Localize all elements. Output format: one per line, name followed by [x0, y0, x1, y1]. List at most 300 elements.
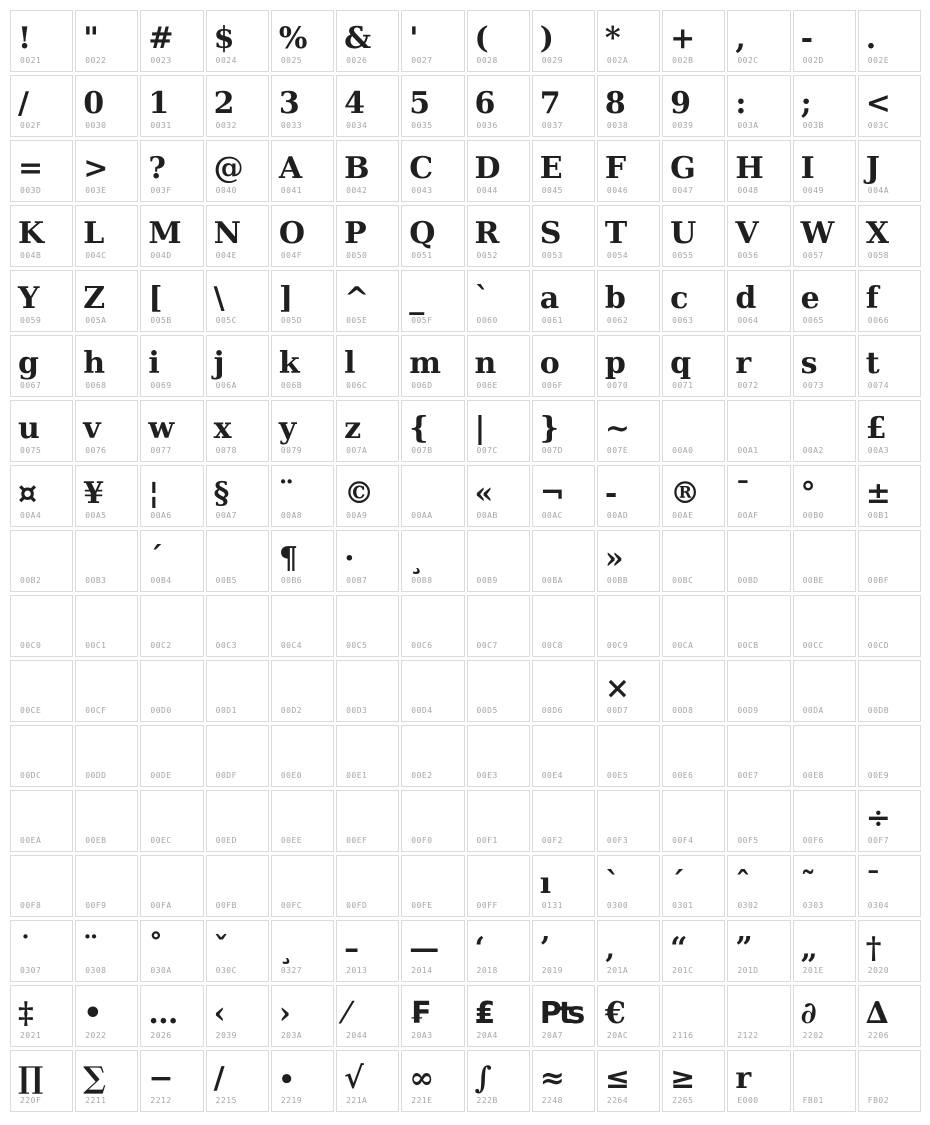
glyph-cell	[206, 790, 269, 852]
glyph-code-label: 007E	[606, 446, 629, 455]
glyph-cell	[727, 270, 790, 332]
glyph-char: ˚	[148, 931, 164, 966]
glyph-code-label: 00B2	[20, 576, 42, 585]
glyph-cell	[271, 985, 334, 1047]
glyph-cell	[10, 920, 73, 982]
glyph-code-label: 00A1	[737, 446, 759, 455]
glyph-char: n	[474, 346, 497, 381]
glyph-cell	[467, 10, 530, 72]
glyph-code-label: 0053	[541, 251, 563, 260]
glyph-cell	[467, 205, 530, 267]
glyph-cell	[206, 920, 269, 982]
glyph-char: #	[148, 21, 174, 56]
glyph-cell	[140, 855, 203, 917]
glyph-code-label: 00B8	[411, 576, 433, 585]
glyph-code-label: 00B1	[867, 511, 890, 520]
glyph-cell	[271, 855, 334, 917]
glyph-char: [	[148, 281, 163, 316]
glyph-cell	[140, 530, 203, 592]
glyph-code-label: 00CB	[737, 641, 759, 650]
glyph-code-label: 00D0	[150, 706, 172, 715]
glyph-code-label: 005D	[280, 316, 303, 325]
glyph-char: s	[800, 346, 818, 381]
glyph-char: ©	[344, 476, 375, 511]
glyph-code-label: 2264	[606, 1096, 629, 1105]
glyph-code-label: 00F4	[672, 836, 694, 845]
glyph-cell	[793, 855, 856, 917]
glyph-cell	[532, 270, 595, 332]
glyph-cell	[793, 270, 856, 332]
glyph-char: ¬	[539, 476, 565, 511]
glyph-code-label: 0045	[541, 186, 563, 195]
glyph-cell	[401, 140, 464, 202]
glyph-cell	[140, 985, 203, 1047]
glyph-char: ^	[344, 281, 370, 316]
glyph-cell	[140, 1050, 203, 1112]
glyph-code-label: 00E8	[802, 771, 824, 780]
glyph-cell	[532, 140, 595, 202]
glyph-char: E	[539, 151, 563, 186]
glyph-code-label: 0060	[476, 316, 498, 325]
glyph-code-label: 00E3	[476, 771, 498, 780]
glyph-cell	[140, 465, 203, 527]
glyph-code-label: 00C7	[476, 641, 498, 650]
glyph-char: ₧	[539, 996, 586, 1031]
glyph-char: /	[18, 86, 29, 121]
glyph-cell	[793, 205, 856, 267]
glyph-code-label: 0042	[346, 186, 368, 195]
glyph-cell	[140, 140, 203, 202]
glyph-code-label: 0069	[150, 381, 172, 390]
glyph-char: ∕	[213, 1061, 225, 1096]
glyph-char: ₤	[474, 996, 496, 1031]
glyph-char: .	[865, 21, 877, 56]
glyph-char: ≈	[539, 1061, 565, 1096]
glyph-char: <	[865, 86, 891, 121]
glyph-cell	[467, 530, 530, 592]
glyph-cell	[467, 140, 530, 202]
glyph-char: Z	[83, 281, 106, 316]
glyph-code-label: 00AD	[606, 511, 629, 520]
glyph-cell	[727, 10, 790, 72]
glyph-char: |	[474, 411, 486, 446]
glyph-cell	[662, 855, 725, 917]
glyph-cell	[532, 465, 595, 527]
glyph-code-label: 00DC	[20, 771, 42, 780]
glyph-cell	[467, 270, 530, 332]
glyph-code-label: 00EC	[150, 836, 172, 845]
glyph-cell	[336, 920, 399, 982]
glyph-code-label: 0303	[802, 901, 824, 910]
glyph-code-label: 00F5	[737, 836, 759, 845]
glyph-char: ®	[670, 476, 701, 511]
glyph-cell	[271, 465, 334, 527]
glyph-code-label: 0034	[346, 121, 368, 130]
glyph-char: ¸	[278, 931, 294, 966]
glyph-cell	[597, 335, 660, 397]
glyph-cell	[140, 400, 203, 462]
glyph-char: I	[800, 151, 815, 186]
glyph-code-label: 005C	[215, 316, 237, 325]
glyph-code-label: 0302	[737, 901, 759, 910]
glyph-code-label: 0038	[606, 121, 629, 130]
glyph-char: (	[474, 21, 489, 56]
glyph-code-label: 221A	[346, 1096, 368, 1105]
glyph-char: a	[539, 281, 560, 316]
glyph-cell	[271, 920, 334, 982]
glyph-cell	[793, 465, 856, 527]
glyph-code-label: 20AC	[606, 1031, 629, 1040]
glyph-cell	[336, 790, 399, 852]
glyph-code-label: 0304	[867, 901, 890, 910]
glyph-char: ~	[604, 411, 631, 446]
glyph-cell	[206, 530, 269, 592]
glyph-cell	[662, 920, 725, 982]
glyph-code-label: 00BD	[737, 576, 759, 585]
glyph-char: ≤	[604, 1061, 631, 1096]
glyph-char: ‹	[213, 996, 226, 1031]
glyph-char: g	[18, 346, 39, 381]
glyph-code-label: 0301	[672, 901, 694, 910]
glyph-cell	[662, 725, 725, 787]
glyph-cell	[10, 465, 73, 527]
glyph-code-label: 007A	[346, 446, 368, 455]
glyph-code-label: 002C	[737, 56, 759, 65]
glyph-cell	[727, 660, 790, 722]
glyph-code-label: 00B9	[476, 576, 498, 585]
glyph-cell	[206, 400, 269, 462]
glyph-code-label: 004B	[20, 251, 42, 260]
glyph-char: r	[735, 346, 752, 381]
glyph-cell	[597, 465, 660, 527]
glyph-code-label: 0061	[541, 316, 563, 325]
glyph-char: ’	[539, 931, 551, 966]
glyph-code-label: 00CA	[672, 641, 694, 650]
glyph-code-label: 0058	[867, 251, 890, 260]
glyph-code-label: 004F	[280, 251, 303, 260]
glyph-cell	[727, 790, 790, 852]
glyph-cell	[271, 75, 334, 137]
glyph-code-label: 220F	[20, 1096, 42, 1105]
glyph-cell	[532, 75, 595, 137]
glyph-code-label: 0068	[85, 381, 107, 390]
glyph-cell	[727, 465, 790, 527]
glyph-cell	[662, 335, 725, 397]
glyph-cell	[140, 270, 203, 332]
glyph-code-label: 2019	[541, 966, 563, 975]
glyph-cell	[662, 530, 725, 592]
glyph-char: -	[604, 476, 618, 511]
glyph-cell	[532, 205, 595, 267]
glyph-code-label: 00CE	[20, 706, 42, 715]
glyph-char: W	[800, 216, 835, 251]
glyph-code-label: 0043	[411, 186, 433, 195]
glyph-code-label: 00FE	[411, 901, 433, 910]
glyph-cell	[467, 920, 530, 982]
glyph-code-label: 00A5	[85, 511, 107, 520]
glyph-cell	[206, 595, 269, 657]
glyph-char: »	[604, 541, 624, 576]
glyph-cell	[532, 920, 595, 982]
glyph-cell	[271, 205, 334, 267]
glyph-code-label: 2215	[215, 1096, 237, 1105]
glyph-cell	[271, 335, 334, 397]
glyph-code-label: 2122	[737, 1031, 759, 1040]
glyph-code-label: 00C6	[411, 641, 433, 650]
glyph-char: „	[800, 931, 818, 966]
glyph-code-label: 002B	[672, 56, 694, 65]
glyph-char: {	[409, 411, 429, 446]
glyph-cell	[597, 660, 660, 722]
glyph-cell	[206, 725, 269, 787]
glyph-cell	[206, 75, 269, 137]
glyph-char: K	[18, 216, 45, 251]
glyph-code-label: 203A	[280, 1031, 303, 1040]
glyph-char: '	[409, 21, 419, 56]
glyph-char: b	[604, 281, 626, 316]
glyph-char: j	[213, 346, 225, 381]
glyph-char: q	[670, 346, 692, 381]
glyph-char: %	[278, 21, 308, 56]
glyph-char: H	[735, 151, 764, 186]
glyph-code-label: 2211	[85, 1096, 107, 1105]
glyph-cell	[858, 920, 921, 982]
glyph-cell	[662, 465, 725, 527]
glyph-code-label: 004E	[215, 251, 237, 260]
glyph-code-label: 0062	[606, 316, 629, 325]
glyph-cell	[793, 140, 856, 202]
glyph-code-label: 005F	[411, 316, 433, 325]
glyph-code-label: 00C9	[606, 641, 629, 650]
glyph-char: ∞	[409, 1061, 435, 1096]
glyph-code-label: 00D9	[737, 706, 759, 715]
glyph-cell	[75, 920, 138, 982]
glyph-char: ˆ	[735, 866, 751, 901]
glyph-code-label: 20A4	[476, 1031, 498, 1040]
glyph-code-label: 00F8	[20, 901, 42, 910]
glyph-code-label: 00C0	[20, 641, 42, 650]
glyph-char: t	[865, 346, 880, 381]
glyph-cell	[727, 400, 790, 462]
glyph-cell	[401, 595, 464, 657]
glyph-cell	[75, 140, 138, 202]
glyph-char: 8	[604, 86, 626, 121]
glyph-cell	[467, 595, 530, 657]
glyph-code-label: 00A4	[20, 511, 42, 520]
glyph-char: =	[18, 151, 44, 186]
glyph-code-label: 0046	[606, 186, 629, 195]
glyph-code-label: 0054	[606, 251, 629, 260]
glyph-char: ;	[800, 86, 812, 121]
glyph-cell	[532, 855, 595, 917]
glyph-code-label: 00EA	[20, 836, 42, 845]
glyph-char: ∫	[474, 1061, 492, 1096]
glyph-cell	[75, 465, 138, 527]
glyph-code-label: 00DB	[867, 706, 890, 715]
glyph-code-label: 00B6	[280, 576, 303, 585]
glyph-code-label: 00B4	[150, 576, 172, 585]
glyph-code-label: 003A	[737, 121, 759, 130]
glyph-cell	[336, 660, 399, 722]
glyph-cell	[336, 530, 399, 592]
glyph-cell	[858, 855, 921, 917]
glyph-code-label: 006B	[280, 381, 303, 390]
glyph-cell	[75, 855, 138, 917]
glyph-cell	[858, 205, 921, 267]
glyph-code-label: 00E2	[411, 771, 433, 780]
glyph-code-label: 0075	[20, 446, 42, 455]
glyph-cell	[271, 270, 334, 332]
glyph-code-label: 221E	[411, 1096, 433, 1105]
glyph-cell	[597, 205, 660, 267]
glyph-code-label: 0059	[20, 316, 42, 325]
glyph-cell	[271, 725, 334, 787]
glyph-code-label: 00A8	[280, 511, 303, 520]
glyph-code-label: 00B0	[802, 511, 824, 520]
glyph-cell	[532, 1050, 595, 1112]
glyph-cell	[75, 985, 138, 1047]
glyph-cell	[793, 725, 856, 787]
glyph-cell	[662, 10, 725, 72]
glyph-cell	[75, 335, 138, 397]
glyph-cell	[597, 920, 660, 982]
glyph-code-label: 0079	[280, 446, 303, 455]
glyph-code-label: 00E0	[280, 771, 303, 780]
glyph-cell	[401, 530, 464, 592]
glyph-code-label: 0030	[85, 121, 107, 130]
glyph-cell	[532, 595, 595, 657]
glyph-char: ¦	[148, 476, 160, 511]
glyph-char: §	[213, 476, 230, 511]
glyph-code-label: 0033	[280, 121, 303, 130]
glyph-cell	[662, 270, 725, 332]
glyph-cell	[662, 595, 725, 657]
glyph-code-label: 2026	[150, 1031, 172, 1040]
glyph-code-label: 0065	[802, 316, 824, 325]
glyph-code-label: 004A	[867, 186, 890, 195]
glyph-code-label: 00B5	[215, 576, 237, 585]
glyph-cell	[336, 595, 399, 657]
glyph-cell	[401, 270, 464, 332]
glyph-cell	[858, 335, 921, 397]
glyph-cell	[793, 920, 856, 982]
glyph-code-label: 007C	[476, 446, 498, 455]
glyph-code-label: 00CD	[867, 641, 890, 650]
glyph-cell	[858, 660, 921, 722]
glyph-char: r	[735, 1061, 752, 1096]
glyph-cell	[532, 335, 595, 397]
glyph-cell	[10, 270, 73, 332]
glyph-char: °	[800, 476, 816, 511]
glyph-code-label: E000	[737, 1096, 759, 1105]
glyph-char: k	[278, 346, 300, 381]
glyph-code-label: 00C8	[541, 641, 563, 650]
glyph-cell	[858, 465, 921, 527]
glyph-code-label: 006C	[346, 381, 368, 390]
glyph-char: ‘	[474, 931, 485, 966]
glyph-char: «	[474, 476, 494, 511]
glyph-cell	[793, 985, 856, 1047]
glyph-cell	[858, 270, 921, 332]
glyph-char: ,	[735, 21, 746, 56]
glyph-code-label: 00BF	[867, 576, 890, 585]
glyph-code-label: 00D3	[346, 706, 368, 715]
glyph-cell	[75, 75, 138, 137]
glyph-cell	[401, 75, 464, 137]
glyph-cell	[858, 725, 921, 787]
glyph-cell	[793, 335, 856, 397]
glyph-cell	[75, 400, 138, 462]
glyph-code-label: 00CC	[802, 641, 824, 650]
glyph-char: ˇ	[213, 931, 229, 966]
glyph-code-label: 00C1	[85, 641, 107, 650]
glyph-char: d	[735, 281, 757, 316]
glyph-code-label: 0027	[411, 56, 433, 65]
glyph-code-label: 2018	[476, 966, 498, 975]
glyph-cell	[75, 595, 138, 657]
glyph-code-label: 2206	[867, 1031, 890, 1040]
glyph-char: ∂	[800, 996, 817, 1031]
glyph-cell	[662, 660, 725, 722]
glyph-code-label: 00DA	[802, 706, 824, 715]
glyph-cell	[10, 1050, 73, 1112]
glyph-code-label: 00C2	[150, 641, 172, 650]
glyph-cell	[336, 205, 399, 267]
glyph-cell	[336, 140, 399, 202]
glyph-cell	[597, 1050, 660, 1112]
glyph-code-label: 0028	[476, 56, 498, 65]
glyph-code-label: 2022	[85, 1031, 107, 1040]
glyph-char: ›	[278, 996, 291, 1031]
glyph-code-label: 201A	[606, 966, 629, 975]
glyph-code-label: 00F9	[85, 901, 107, 910]
glyph-cell	[401, 790, 464, 852]
glyph-code-label: 003F	[150, 186, 172, 195]
glyph-char: T	[604, 216, 628, 251]
glyph-code-label: 00BA	[541, 576, 563, 585]
glyph-cell	[858, 400, 921, 462]
glyph-cell	[336, 10, 399, 72]
glyph-char: $	[213, 21, 235, 56]
glyph-code-label: 00E7	[737, 771, 759, 780]
glyph-code-label: 00B7	[346, 576, 368, 585]
glyph-cell	[467, 465, 530, 527]
glyph-char: A	[278, 151, 303, 186]
glyph-char: J	[865, 151, 880, 186]
glyph-cell	[662, 400, 725, 462]
glyph-char: w	[148, 411, 175, 446]
glyph-cell	[858, 985, 921, 1047]
glyph-char: v	[83, 411, 101, 446]
glyph-code-label: 0052	[476, 251, 498, 260]
glyph-code-label: 2039	[215, 1031, 237, 1040]
glyph-cell	[140, 725, 203, 787]
glyph-code-label: 20A3	[411, 1031, 433, 1040]
glyph-char: 0	[83, 86, 105, 121]
glyph-code-label: 005E	[346, 316, 368, 325]
glyph-code-label: 00AF	[737, 511, 759, 520]
glyph-char: ∙	[278, 1061, 295, 1096]
glyph-char: ”	[735, 931, 753, 966]
glyph-cell	[532, 790, 595, 852]
glyph-cell	[858, 790, 921, 852]
glyph-char: ₣	[409, 996, 431, 1031]
glyph-code-label: 007B	[411, 446, 433, 455]
glyph-code-label: 003E	[85, 186, 107, 195]
glyph-char: 9	[670, 86, 692, 121]
glyph-code-label: 00EF	[346, 836, 368, 845]
glyph-char: l	[344, 346, 356, 381]
